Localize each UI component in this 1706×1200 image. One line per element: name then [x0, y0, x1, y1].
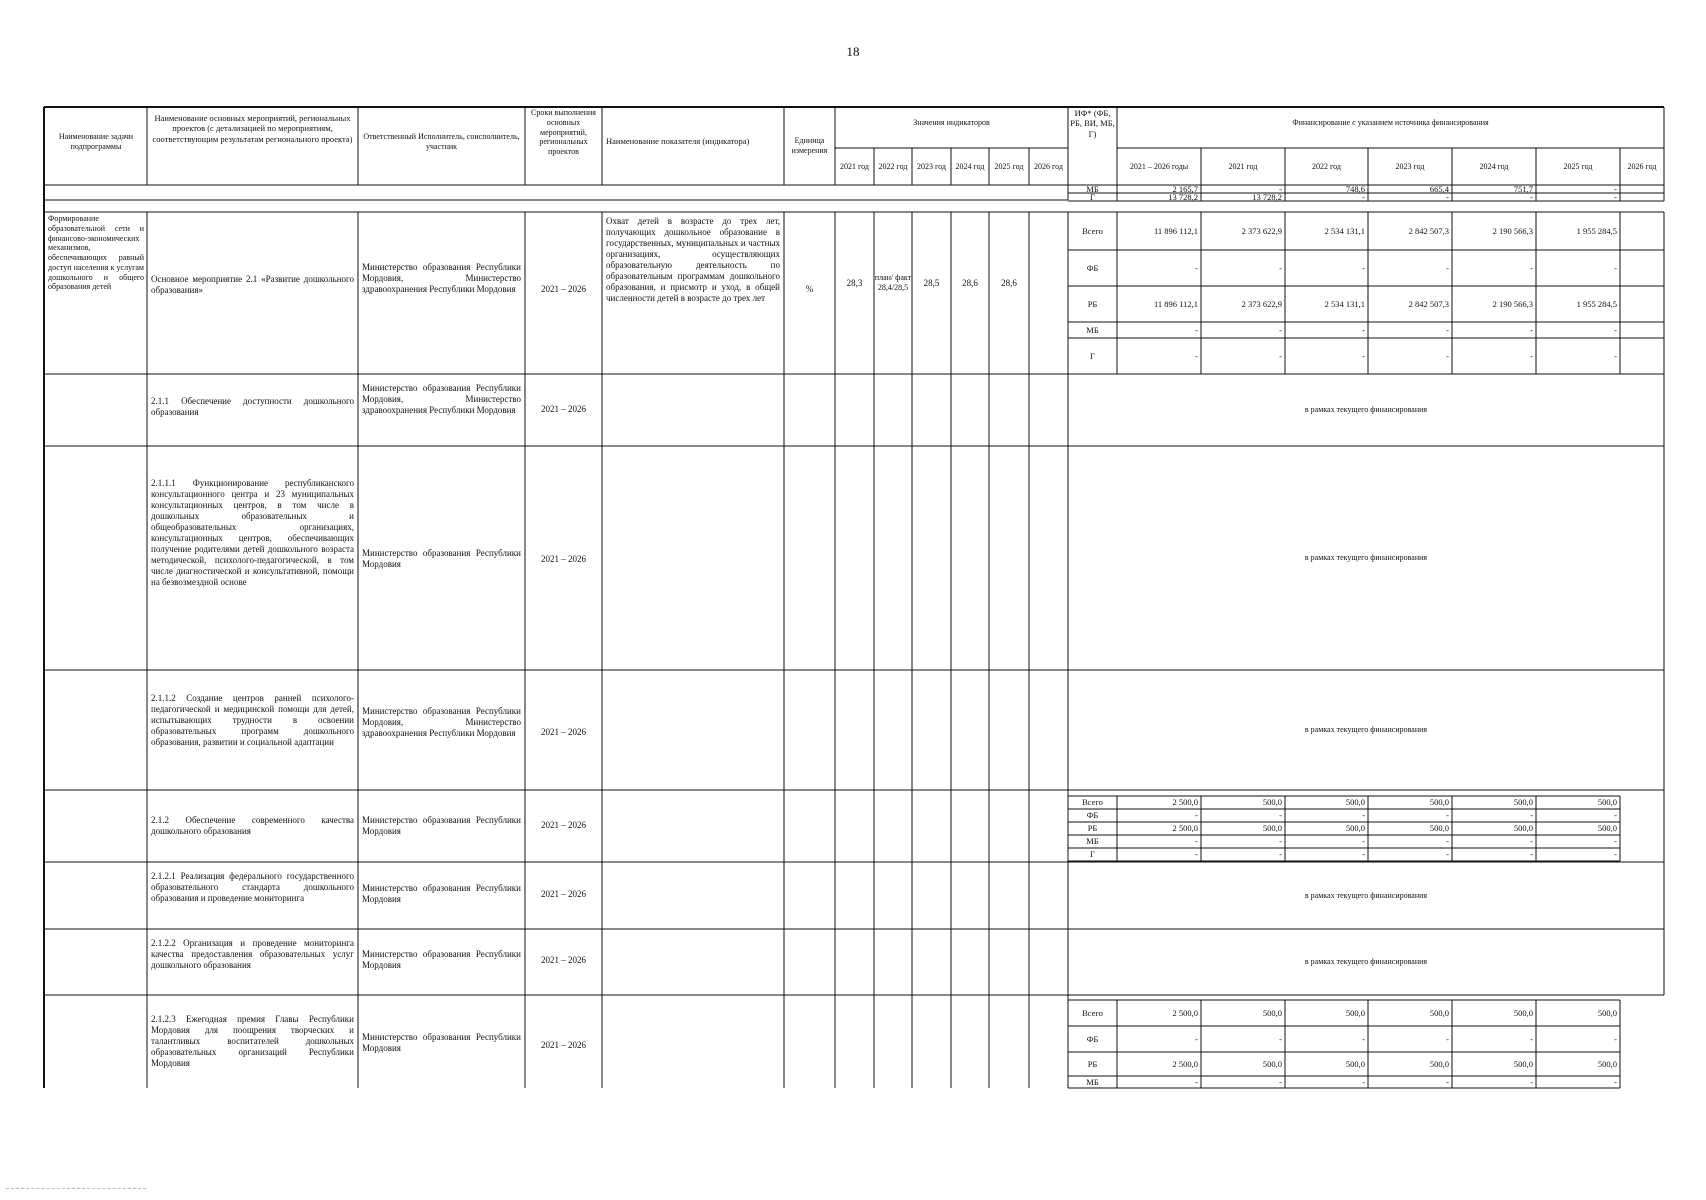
header-executor: Ответственный Исполнитель, соисполнитель, участник [363, 132, 520, 151]
fin-value: 2 842 507,3 [1408, 298, 1449, 309]
fin-value: - [1446, 849, 1449, 860]
fin-value: 500,0 [1597, 823, 1617, 834]
fin-value: - [1446, 262, 1449, 273]
fin-value: - [1362, 849, 1365, 860]
event-name: 2.1.2 Обеспечение современного качества дошкольного образования [151, 815, 354, 836]
fin-value: - [1614, 849, 1617, 860]
fin-value: - [1279, 810, 1282, 821]
fin-source: РБ [1087, 298, 1098, 309]
fin-value [1620, 338, 1664, 374]
fin-value: 500,0 [1262, 1058, 1282, 1069]
header-deadline: Сроки выполнения основных мероприятий, региональных проектов [531, 108, 596, 156]
fin-value: - [1279, 350, 1282, 361]
fin-source: РБ [1087, 1058, 1098, 1069]
executor: Министерство образования Республики Мордовия, Министерство здравоохранения Республики Мордовия [362, 706, 521, 738]
fin-value: 500,0 [1262, 1007, 1282, 1018]
fin-value: - [1614, 836, 1617, 847]
fin-source: МБ [1086, 836, 1099, 847]
financing-note: в рамках текущего финансирования [1304, 405, 1428, 415]
fin-value: - [1614, 193, 1617, 201]
scan-artifact [6, 1188, 146, 1193]
event-name: Основное мероприятие 2.1 «Развитие дошкольного образования» [151, 274, 354, 295]
page-number: 18 [846, 44, 860, 59]
header-fin-col-1: 2021 год [1228, 162, 1258, 172]
indicator-value: 28,3 [846, 277, 863, 288]
unit: % [805, 284, 814, 294]
header-year-2: 2023 год [917, 162, 946, 172]
fin-source: ФБ [1086, 1033, 1099, 1044]
deadline: 2021 – 2026 [541, 404, 586, 414]
fin-value [1620, 1000, 1664, 1026]
executor: Министерство образования Республики Мордовия [362, 1032, 521, 1053]
fin-value: - [1530, 262, 1533, 273]
fin-value: - [1279, 1033, 1282, 1044]
fin-value [1620, 835, 1664, 848]
fin-value: - [1446, 836, 1449, 847]
fin-value: - [1614, 1033, 1617, 1044]
fin-value: 500,0 [1345, 1058, 1365, 1069]
fin-value [1620, 193, 1664, 201]
fin-value: - [1446, 324, 1449, 335]
fin-value: 2 500,0 [1172, 1007, 1198, 1018]
fin-value: - [1195, 836, 1198, 847]
indicator-value: 28,6 [962, 277, 978, 288]
deadline: 2021 – 2026 [541, 284, 586, 294]
task-name: Формирование образовательной сети и финансово-экономических механизмов, обеспечивающих равный доступ населения к услугам дошкольного и общего образования детей [48, 214, 144, 292]
fin-value: - [1614, 350, 1617, 361]
event-name: 2.1.2.2 Организация и проведение мониторинга качества предоставления образовательных услуг дошкольного образования [151, 938, 354, 970]
fin-value: - [1362, 836, 1365, 847]
fin-value: - [1195, 810, 1198, 821]
fin-value: 2 534 131,1 [1324, 298, 1365, 309]
indicator-value: план/ факт 28,4/28,5 [874, 273, 912, 292]
fin-value: 2 500,0 [1172, 823, 1198, 834]
fin-value: 2 842 507,3 [1408, 225, 1449, 236]
fin-value: - [1530, 810, 1533, 821]
deadline: 2021 – 2026 [541, 955, 586, 965]
executor: Министерство образования Республики Мордовия [362, 548, 521, 569]
fin-value: - [1446, 350, 1449, 361]
fin-value: - [1530, 350, 1533, 361]
fin-value [1620, 822, 1664, 835]
fin-value [1620, 1076, 1664, 1088]
deadline: 2021 – 2026 [541, 554, 586, 564]
fin-value: 13 728,2 [1252, 193, 1282, 201]
fin-value: 500,0 [1345, 797, 1365, 808]
fin-value: 500,0 [1429, 1007, 1449, 1018]
fin-value [1620, 1052, 1664, 1076]
fin-value [1620, 286, 1664, 322]
fin-value: - [1362, 1076, 1365, 1087]
fin-value: - [1279, 849, 1282, 860]
fin-value: - [1614, 262, 1617, 273]
executor: Министерство образования Республики Мордовия, Министерство здравоохранения Республики Мордовия [362, 262, 521, 294]
fin-value: - [1614, 810, 1617, 821]
fin-value: - [1446, 810, 1449, 821]
fin-value: 11 896 112,1 [1154, 298, 1198, 309]
deadline: 2021 – 2026 [541, 889, 586, 899]
financing-note: в рамках текущего финансирования [1304, 725, 1428, 735]
event-name: 2.1.1 Обеспечение доступности дошкольного образования [151, 396, 354, 417]
fin-value: 500,0 [1429, 797, 1449, 808]
header-task: Наименование задачи подпрограммы [58, 132, 134, 151]
fin-source: МБ [1086, 324, 1099, 335]
deadline: 2021 – 2026 [541, 1040, 586, 1050]
fin-value: - [1446, 1033, 1449, 1044]
executor: Министерство образования Республики Мордовия [362, 949, 521, 970]
fin-value: - [1614, 185, 1617, 193]
fin-value: - [1195, 350, 1198, 361]
indicator-value: 28,6 [1001, 277, 1017, 288]
fin-value: - [1279, 1076, 1282, 1087]
financing-note: в рамках текущего финансирования [1304, 553, 1428, 563]
fin-value: - [1279, 185, 1282, 193]
header-fin-col-0: 2021 – 2026 годы [1129, 162, 1189, 172]
fin-value: - [1362, 350, 1365, 361]
fin-value: 11 896 112,1 [1154, 225, 1198, 236]
fin-source: МБ [1086, 185, 1099, 193]
header-year-1: 2022 год [878, 162, 908, 172]
header-fin-col-6: 2026 год [1627, 162, 1657, 172]
fin-value [1620, 848, 1664, 861]
fin-source: Всего [1082, 1007, 1103, 1018]
fin-value: - [1362, 262, 1365, 273]
header-fin-col-3: 2023 год [1395, 162, 1425, 172]
fin-source: Г [1090, 193, 1095, 201]
fin-value: 500,0 [1513, 1007, 1533, 1018]
fin-source: Всего [1082, 797, 1103, 808]
event-name: 2.1.2.1 Реализация федерального государственного образовательного стандарта дошкольного образования и проведение мониторинга [151, 871, 354, 903]
indicator-name: Охват детей в возрасте до трех лет, получающих дошкольное образование в государственных, муниципальных и частных организациях, осуществляющих образовательную деятельность по образовательным программам дошкольного образования, и присмотр и уход, в общей численности детей в возрасте до трех лет [606, 216, 780, 303]
header-fin-col-2: 2022 год [1312, 162, 1341, 172]
event-name: 2.1.1.2 Создание центров ранней психолого-педагогической и медицинской помощи для детей, испытывающих трудности в освоении образовательных программ дошкольного образования, развитии и социальной адаптации [151, 693, 354, 747]
deadline: 2021 – 2026 [541, 820, 586, 830]
event-name: 2.1.1.1 Функционирование республиканского консультационного центра и 23 муниципальных консультационных центров, в том числе в дошкольных образовательных и общеобразовательных организациях, консультационных центров, обеспечивающих получение родителями детей дошкольного возраста методической, психолого-педагогической, в том числе диагностической и консультативной, помощи на безвозмездной основе [151, 478, 354, 587]
fin-value: - [1530, 193, 1533, 201]
header-indicator: Наименование показателя (индикатора) [606, 136, 750, 146]
header-year-3: 2024 год [955, 162, 985, 172]
fin-value: - [1530, 1076, 1533, 1087]
fin-value: - [1530, 1033, 1533, 1044]
fin-value: 13 728,2 [1168, 193, 1198, 201]
fin-value: 2 373 622,9 [1241, 225, 1282, 236]
fin-value: 500,0 [1597, 1007, 1617, 1018]
fin-value: 1 955 284,5 [1576, 225, 1617, 236]
deadline: 2021 – 2026 [541, 727, 586, 737]
fin-value: - [1195, 1033, 1198, 1044]
fin-source: Всего [1082, 225, 1103, 236]
fin-value: 500,0 [1513, 797, 1533, 808]
fin-value [1620, 796, 1664, 809]
fin-source: ФБ [1086, 810, 1099, 821]
fin-value: 2 190 566,3 [1492, 298, 1533, 309]
fin-value: - [1530, 836, 1533, 847]
fin-value: - [1279, 324, 1282, 335]
header-year-4: 2025 год [994, 162, 1024, 172]
executor: Министерство образования Республики Мордовия [362, 883, 521, 904]
fin-source: РБ [1087, 823, 1098, 834]
fin-value [1620, 212, 1664, 250]
fin-value: - [1195, 324, 1198, 335]
header-year-5: 2026 год [1034, 162, 1063, 172]
financing-note: в рамках текущего финансирования [1304, 890, 1428, 900]
executor: Министерство образования Республики Мордовия [362, 815, 521, 836]
event-name: 2.1.2.3 Ежегодная премия Главы Республики Мордовия для поощрения творческих и талантливых воспитателей дошкольных образовательных организаций Республики Мордовия [151, 1014, 354, 1068]
fin-value: - [1195, 849, 1198, 860]
header-financing: Финансирование с указанием источника финансирования [1292, 118, 1489, 127]
fin-value: - [1530, 324, 1533, 335]
fin-value: 2 373 622,9 [1241, 298, 1282, 309]
header-source: ИФ* (ФБ, РБ, ВИ, МБ, Г) [1070, 108, 1115, 139]
fin-value: 2 500,0 [1172, 1058, 1198, 1069]
fin-value: - [1362, 1033, 1365, 1044]
fin-value [1620, 185, 1664, 193]
fin-value: 748,6 [1345, 185, 1365, 193]
fin-value: 500,0 [1345, 823, 1365, 834]
header-events: Наименование основных мероприятий, региональных проектов (с детализацией по мероприятиям, соответствующим результатам регионального проекта) [152, 113, 353, 144]
fin-value: - [1279, 836, 1282, 847]
fin-value: - [1614, 324, 1617, 335]
fin-value: 500,0 [1262, 797, 1282, 808]
fin-value [1620, 809, 1664, 822]
fin-value: 2 190 566,3 [1492, 225, 1533, 236]
fin-value: 2 534 131,1 [1324, 225, 1365, 236]
fin-value: - [1195, 262, 1198, 273]
fin-value [1620, 1026, 1664, 1052]
fin-value: - [1614, 1076, 1617, 1087]
fin-source: ФБ [1086, 262, 1099, 273]
fin-value [1620, 322, 1664, 338]
fin-value: 665,4 [1429, 185, 1449, 193]
fin-value: 1 955 284,5 [1576, 298, 1617, 309]
fin-value: - [1195, 1076, 1198, 1087]
fin-source: Г [1090, 350, 1095, 361]
fin-value: - [1530, 849, 1533, 860]
fin-value: 500,0 [1513, 1058, 1533, 1069]
indicator-value [1029, 258, 1068, 308]
fin-value: - [1446, 193, 1449, 201]
header-indicator-values: Значения индикаторов [913, 118, 990, 127]
header-fin-col-4: 2024 год [1479, 162, 1509, 172]
header-fin-col-5: 2025 год [1563, 162, 1593, 172]
fin-value [1620, 250, 1664, 286]
fin-value: 500,0 [1429, 823, 1449, 834]
fin-value: 500,0 [1429, 1058, 1449, 1069]
fin-value: 500,0 [1345, 1007, 1365, 1018]
fin-source: МБ [1086, 1076, 1099, 1087]
fin-value: 2 500,0 [1172, 797, 1198, 808]
header-unit: Единица измерения [791, 136, 828, 155]
fin-value: 751,7 [1513, 185, 1533, 193]
fin-value: 500,0 [1597, 797, 1617, 808]
fin-value: - [1362, 324, 1365, 335]
fin-value: 500,0 [1597, 1058, 1617, 1069]
fin-value: - [1279, 262, 1282, 273]
header-year-0: 2021 год [840, 162, 869, 172]
fin-value: - [1362, 810, 1365, 821]
fin-value: 500,0 [1513, 823, 1533, 834]
fin-value: 2 165,7 [1172, 185, 1198, 193]
financing-note: в рамках текущего финансирования [1304, 957, 1428, 967]
fin-value: 500,0 [1262, 823, 1282, 834]
fin-value: - [1446, 1076, 1449, 1087]
executor: Министерство образования Республики Мордовия, Министерство здравоохранения Республики Мордовия [362, 383, 521, 415]
indicator-value: 28,5 [923, 277, 940, 288]
fin-value: - [1362, 193, 1365, 201]
fin-source: Г [1090, 849, 1095, 860]
